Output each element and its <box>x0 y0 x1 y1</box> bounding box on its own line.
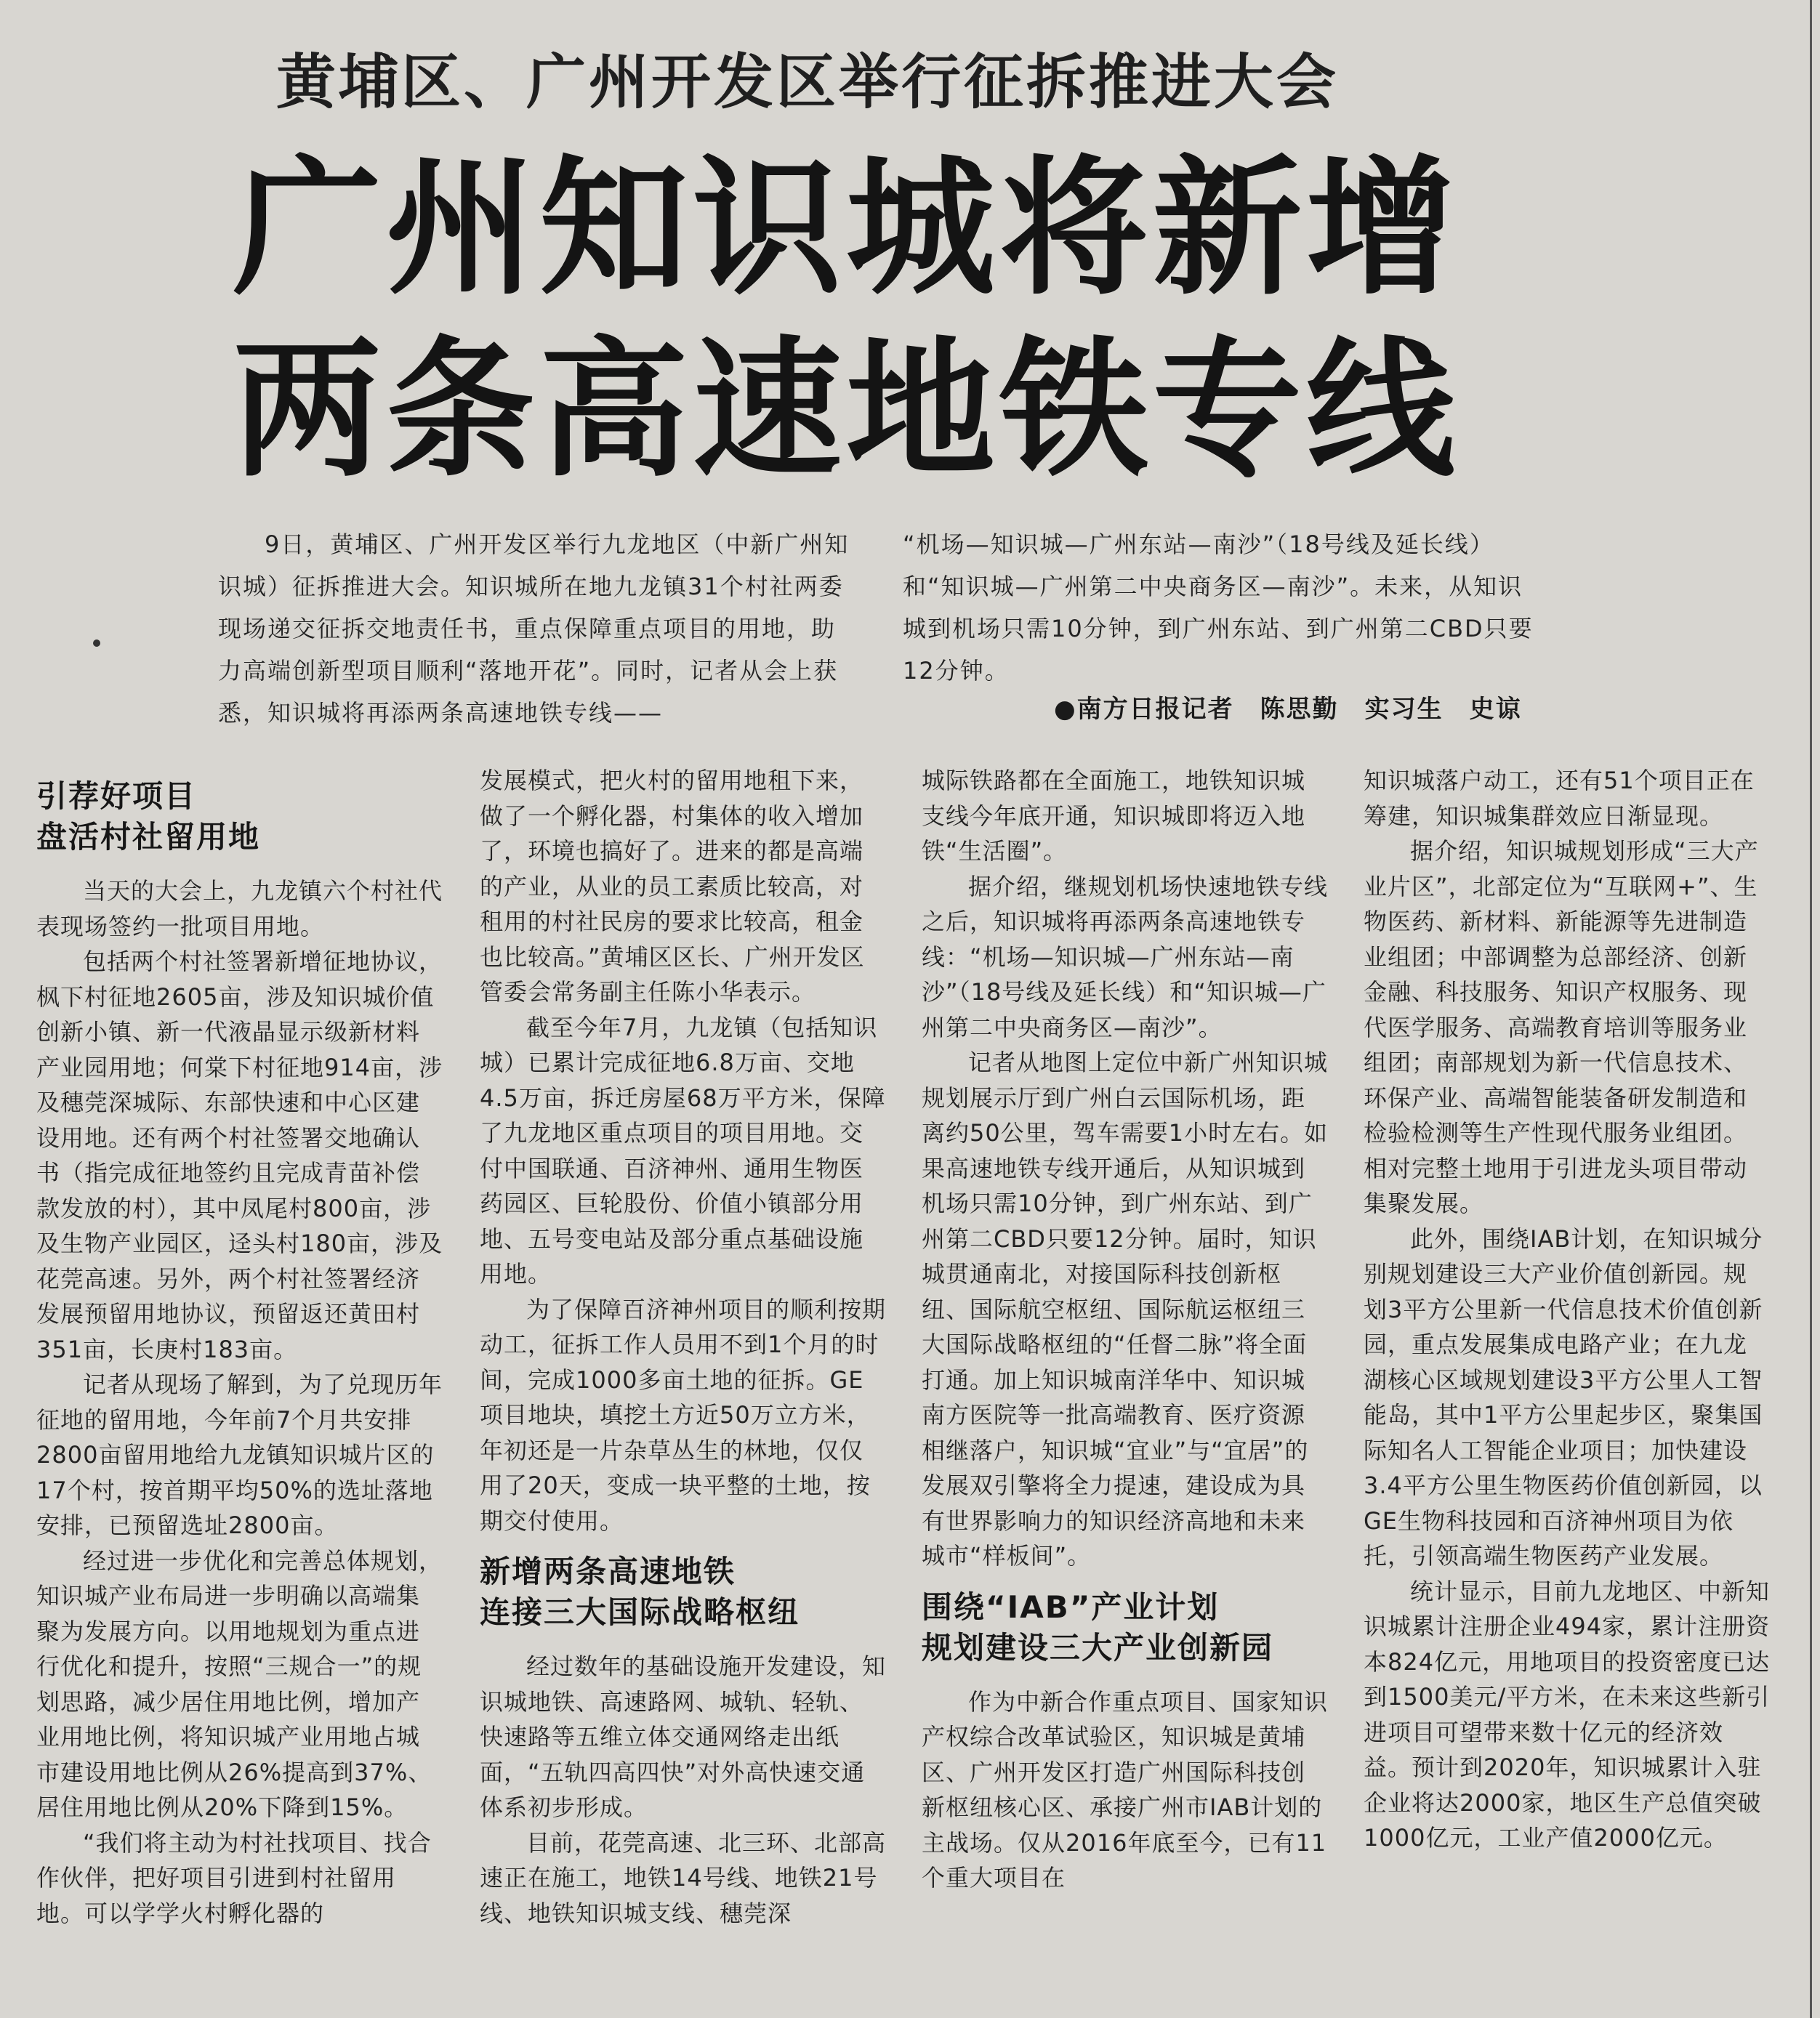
subheading-1-line-2: 盘活村社留用地 <box>36 819 261 855</box>
subheading-3-line-1: 围绕“IAB”产业计划 <box>922 1589 1220 1625</box>
kicker-title: 黄埔区、广州开发区举行征拆推进大会 <box>276 47 1340 117</box>
article-column-1 <box>36 763 443 1931</box>
paragraph: 作为中新合作重点项目、国家知识产权综合改革试验区，知识城是黄埔区、广州开发区打造广州国际科技创新枢纽核心区、承接广州市IAB计划的主战场。仅从2016年底至今，已有11个重大项目在 <box>922 1687 1329 1892</box>
paragraph: 记者从现场了解到，为了兑现历年征地的留用地，今年前7个月共安排2800亩留用地给九龙镇知识城片区的17个村，按首期平均50%的选址落地安排，已预留选址2800亩。 <box>36 1371 443 1539</box>
headline-line-1: 广州知识城将新增 <box>233 142 1459 315</box>
subheading-3 <box>922 1587 1329 1668</box>
subheading-1 <box>36 776 443 857</box>
paragraph: 此外，围绕IAB计划，在知识城分别规划建设三大产业价值创新园。规划3平方公里新一代信息技术价值创新园，重点发展集成电路产业；在九龙湖核心区域规划建设3平方公里人工智能岛，其中1平方公里起步区，聚集国际知名人工智能企业项目；加快建设3.4平方公里生物医药价值创新园，以GE生物科技园和百济神州项目为依托，引领高端生物医药产业发展。 <box>1364 1224 1763 1570</box>
lead-text-left: 9日，黄埔区、广州开发区举行九龙地区（中新广州知识城）征拆推进大会。知识城所在地九龙镇31个村社两委现场递交征拆交地责任书，重点保障重点项目的用地，助力高端创新型项目顺利“落地开花”。同时，记者从会上获悉，知识城将再添两条高速地铁专线—— <box>218 530 850 727</box>
paragraph: 经过数年的基础设施开发建设，知识城地铁、高速路网、城轨、轻轨、快速路等五维立体交通网络走出纸面，“五轨四高四快”对外高快速交通体系初步形成。 <box>480 1652 887 1821</box>
subheading-2-line-1: 新增两条高速地铁 <box>480 1554 736 1589</box>
paragraph: 据介绍，继规划机场快速地铁专线之后，知识城将再添两条高速地铁专线：“机场—知识城—广州东站—南沙”（18号线及延长线）和“知识城—广州第二中央商务区—南沙”。 <box>922 872 1329 1041</box>
paragraph: “我们将主动为村社找项目、找合作伙伴，把好项目引进到村社留用地。可以学学火村孵化器的 <box>36 1828 432 1927</box>
paragraph: 经过进一步优化和完善总体规划，知识城产业布局进一步明确以高端集聚为发展方向。以用地规划为重点进行优化和提升，按照“三规合一”的规划思路，减少居住用地比例，增加产业用地比例，将知识城产业用地占城市建设用地比例从26%提高到37%、居住用地比例从20%下降到15%。 <box>36 1546 443 1821</box>
article-column-3 <box>922 763 1329 1896</box>
lead-paragraph-right <box>903 523 1542 692</box>
lead-paragraph-left <box>218 523 858 734</box>
paragraph: 目前，花莞高速、北三环、北部高速正在施工，地铁14号线、地铁21号线、地铁知识城支线、穗莞深 <box>480 1828 887 1927</box>
paragraph: 城际铁路都在全面施工，地铁知识城支线今年底开通，知识城即将迈入地铁“生活圈”。 <box>922 767 1306 865</box>
paragraph: 统计显示，目前九龙地区、中新知识城累计注册企业494家，累计注册资本824亿元，用地项目的投资密度已达到1500美元/平方米，在未来这些新引进项目可望带来数十亿元的经济效益。预计到2020年，知识城累计入驻企业将达2000家，地区生产总值突破1000亿元，工业产值2000亿元。 <box>1364 1577 1771 1852</box>
page-edge-rule <box>1810 0 1812 2018</box>
paragraph: 知识城落户动工，还有51个项目正在筹建，知识城集群效应日渐显现。 <box>1364 767 1755 830</box>
paragraph: 截至今年7月，九龙镇（包括知识城）已累计完成征地6.8万亩、交地4.5万亩，拆迁房屋68万平方米，保障了九龙地区重点项目的项目用地。交付中国联通、百济神州、通用生物医药园区、巨轮股份、价值小镇部分用地、五号变电站及部分重点基础设施用地。 <box>480 1013 886 1288</box>
byline: ●南方日报记者 陈思勤 实习生 史谅 <box>1054 695 1522 724</box>
paragraph: 包括两个村社签署新增征地协议，枫下村征地2605亩，涉及知识城价值创新小镇、新一代液晶显示级新材料产业园用地；何棠下村征地914亩，涉及穗莞深城际、东部快速和中心区建设用地。还有两个村社签署交地确认书（指完成征地签约且完成青苗补偿款发放的村），其中凤尾村800亩，涉及生物产业园区，迳头村180亩，涉及花莞高速。另外，两个村社签署经济发展预留用地协议，预留返还黄田村351亩，长庚村183亩。 <box>36 948 443 1363</box>
paragraph: 据介绍，知识城规划形成“三大产业片区”，北部定位为“互联网+”、生物医药、新材料、新能源等先进制造业组团；中部调整为总部经济、创新金融、科技服务、知识产权服务、现代医学服务、高端教育培训等服务业组团；南部规划为新一代信息技术、环保产业、高端智能装备研发制造和检验检测等生产性现代服务业组团。相对完整土地用于引进龙头项目带动集聚发展。 <box>1364 837 1759 1217</box>
main-headline <box>233 138 1599 501</box>
lead-text-right: “机场—知识城—广州东站—南沙”（18号线及延长线）和“知识城—广州第二中央商务区—南沙”。未来，从知识城到机场只需10分钟，到广州东站、到广州第二CBD只要12分钟。 <box>903 530 1534 685</box>
paragraph: 为了保障百济神州项目的顺利按期动工，征拆工作人员用不到1个月的时间，完成1000多亩土地的征拆。GE项目地块，填挖土方近50万立方米，年初还是一片杂草丛生的林地，仅仅用了20天，变成一块平整的土地，按期交付使用。 <box>480 1295 887 1535</box>
subheading-2 <box>480 1551 887 1633</box>
subheading-3-line-2: 规划建设三大产业创新园 <box>922 1629 1274 1666</box>
paragraph: 记者从地图上定位中新广州知识城规划展示厅到广州白云国际机场，距离约50公里，驾车需要1小时左右。如果高速地铁专线开通后，从知识城到机场只需10分钟，到广州东站、到广州第二CBD只要12分钟。届时，知识城贯通南北，对接国际科技创新枢纽、国际航空枢纽、国际航运枢纽三大国际战略枢纽的“任督二脉”将全面打通。加上知识城南洋华中、知识城南方医院等一批高端教育、医疗资源相继落户，知识城“宜业”与“宜居”的发展双引擎将全力提速，建设成为具有世界影响力的知识经济高地和未来城市“样板间”。 <box>922 1049 1329 1570</box>
article-column-4 <box>1364 763 1771 1856</box>
article-column-2 <box>480 763 887 1931</box>
paragraph: 发展模式，把火村的留用地租下来，做了一个孵化器，村集体的收入增加了，环境也搞好了。进来的都是高端的产业，从业的员工素质比较高，对租用的村社民房的要求比较高，租金也比较高。”黄埔区区长、广州开发区管委会常务副主任陈小华表示。 <box>480 767 865 1006</box>
print-dot <box>93 639 100 647</box>
subheading-2-line-2: 连接三大国际战略枢纽 <box>480 1594 800 1630</box>
subheading-1-line-1: 引荐好项目 <box>36 778 197 814</box>
headline-line-2: 两条高速地铁专线 <box>233 324 1459 497</box>
paragraph: 当天的大会上，九龙镇六个村社代表现场签约一批项目用地。 <box>36 877 443 940</box>
